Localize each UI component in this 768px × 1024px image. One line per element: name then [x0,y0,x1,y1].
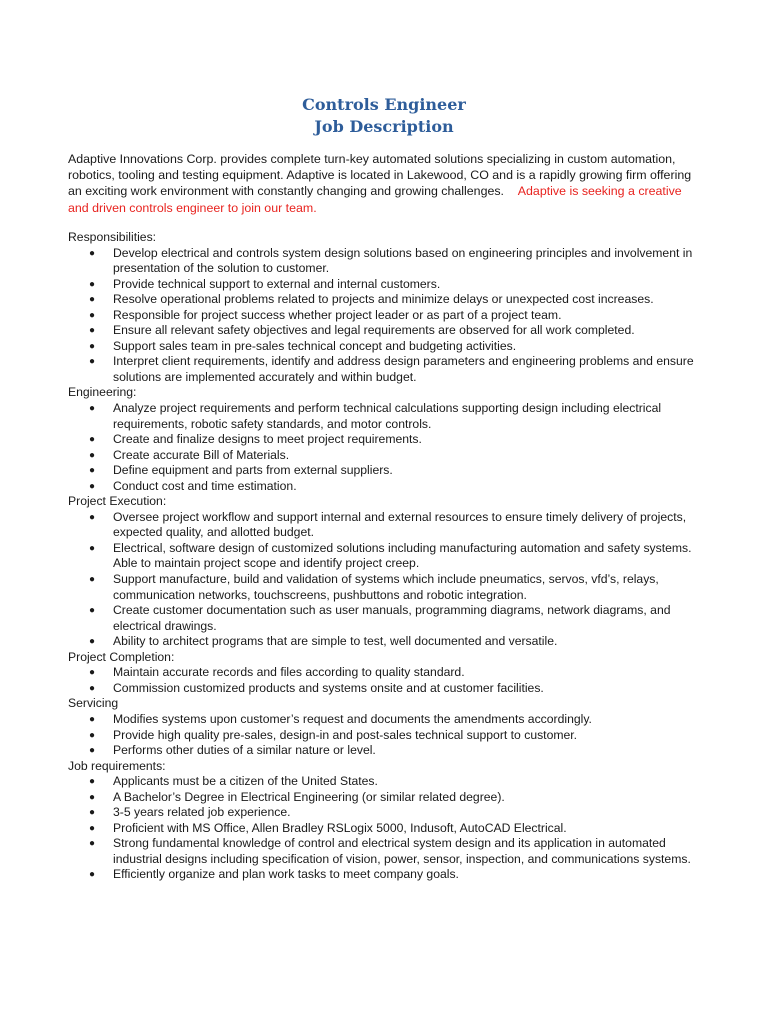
list-item-text: Define equipment and parts from external suppliers. [113,463,393,478]
list-item [68,681,698,697]
list-item-text: Support manufacture, build and validation of systems which include pneumatics, servos, vfd’s, relays, communication networks, touchscreens, pushbuttons and robotic integration. [113,572,659,602]
list-item-text: Develop electrical and controls system design solutions based on engineering principles and involvement in presentation of the solution to customer. [113,245,693,276]
intro-text: Adaptive Innovations Corp. provides complete turn-key automated solutions specializing in custom automation, robotics, tooling and testing equipment. Adaptive is located in Lakewood, CO and is a rapidly growing firm offering an exciting work environment with constantly changing and growing challenges. [68,152,692,199]
list-item [68,510,698,541]
bullet-list [68,510,698,650]
bullet-icon: ● [89,776,96,788]
list-item [68,790,698,806]
list-item-text: Provide high quality pre-sales, design-in and post-sales technical support to customer. [113,727,578,742]
bullet-icon: ● [89,480,96,492]
list-item [68,246,698,277]
section-heading: Engineering: [68,385,137,400]
list-item-text: Maintain accurate records and files according to quality standard. [113,665,465,680]
list-item-text: Commission customized products and systems onsite and at customer facilities. [113,680,544,695]
bullet-icon: ● [89,403,96,415]
bullet-icon: ● [89,574,96,586]
bullet-icon: ● [89,605,96,617]
list-item-text: Responsible for project success whether project leader or as part of a project team. [113,307,562,322]
list-item-text: 3-5 years related job experience. [113,805,291,820]
list-item [68,339,698,355]
list-item [68,308,698,324]
bullet-icon: ● [89,278,96,290]
list-item-text: Create accurate Bill of Materials. [113,447,290,462]
list-item-text: Electrical, software design of customized solutions including manufacturing automation and safety systems. Able to maintain project scope and identify project creep. [113,540,692,571]
list-item [68,867,698,883]
section-heading: Job requirements: [68,758,166,773]
list-item [68,603,698,634]
bullet-icon: ● [89,838,96,850]
bullet-list [68,401,698,494]
list-item-text: Ability to architect programs that are simple to test, well documented and versatile. [113,634,558,649]
list-item [68,836,698,867]
bullet-icon: ● [89,356,96,368]
list-item-text: Oversee project workflow and support internal and external resources to ensure timely delivery of projects, expected quality, and allotted budget. [113,509,687,540]
list-item [68,805,698,821]
list-item [68,354,698,385]
list-item-text: Applicants must be a citizen of the United States. [113,774,378,789]
bullet-icon: ● [89,745,96,757]
bullet-icon: ● [89,294,96,306]
list-item [68,479,698,495]
list-item [68,821,698,837]
section-heading: Responsibilities: [68,230,157,244]
bullet-icon: ● [89,636,96,648]
bullet-icon: ● [89,713,96,725]
list-item-text: Interpret client requirements, identify and address design parameters and engineering problems and ensure solutions are implemented accurately and within budget. [113,354,694,384]
list-item [68,323,698,339]
list-item [68,292,698,308]
intro-paragraph [68,151,698,216]
bullet-icon: ● [89,807,96,819]
list-item [68,728,698,744]
section-heading: Servicing [68,696,119,711]
bullet-icon: ● [89,309,96,321]
list-item-text: Proficient with MS Office, Allen Bradley RSLogix 5000, Indusoft, AutoCAD Electrical. [113,820,567,835]
list-item [68,541,698,572]
list-item [68,774,698,790]
list-item [68,448,698,464]
list-item [68,277,698,293]
list-item-text: Modifies systems upon customer’s request and documents the amendments accordingly. [113,711,592,726]
bullet-icon: ● [89,511,96,523]
bullet-icon: ● [89,682,96,694]
bullet-list [68,712,698,759]
list-item [68,665,698,681]
bullet-icon: ● [89,869,96,881]
list-item-text: Create customer documentation such as user manuals, programming diagrams, network diagrams, and electrical drawings. [113,603,671,633]
list-item-text: Provide technical support to external and internal customers. [113,276,441,291]
section-heading: Project Execution: [68,494,167,509]
list-item [68,712,698,728]
bullet-list [68,665,698,696]
list-item-text: Conduct cost and time estimation. [113,478,297,493]
bullet-icon: ● [89,247,96,259]
bullet-icon: ● [89,325,96,337]
list-item [68,572,698,603]
list-item-text: Performs other duties of a similar nature or level. [113,743,376,758]
list-item [68,401,698,432]
list-item-text: Strong fundamental knowledge of control and electrical system design and its application in automated industrial designs including specification of vision, power, sensor, inspection, and communications systems. [113,836,691,866]
bullet-list [68,246,698,386]
bullet-icon: ● [89,729,96,741]
bullet-icon: ● [89,340,96,352]
bullet-icon: ● [89,434,96,446]
bullet-icon: ● [89,667,96,679]
list-item-text: Resolve operational problems related to projects and minimize delays or unexpected cost increases. [113,292,654,307]
list-item-text: Analyze project requirements and perform technical calculations supporting design including electrical requirements, robotic safety standards, and motor controls. [113,401,662,431]
bullet-icon: ● [89,449,96,461]
list-item-text: A Bachelor’s Degree in Electrical Engineering (or similar related degree). [113,789,505,804]
bullet-icon: ● [89,542,96,554]
section-heading: Project Completion: [68,649,175,664]
list-item [68,634,698,650]
list-item [68,463,698,479]
document-title: Controls Engineer [302,95,466,114]
sections-container [68,230,698,883]
list-item-text: Efficiently organize and plan work tasks to meet company goals. [113,867,459,882]
bullet-icon: ● [89,822,96,834]
intro-highlight: Adaptive is seeking a creative and driven controls engineer to join our team. [68,184,682,215]
document-subtitle: Job Description [314,117,454,136]
bullet-icon: ● [89,465,96,477]
list-item-text: Ensure all relevant safety objectives and legal requirements are observed for all work completed. [113,323,635,338]
list-item-text: Create and finalize designs to meet project requirements. [113,432,422,447]
bullet-list [68,774,698,883]
list-item [68,432,698,448]
list-item [68,743,698,759]
list-item-text: Support sales team in pre-sales technical concept and budgeting activities. [113,338,517,353]
bullet-icon: ● [89,791,96,803]
